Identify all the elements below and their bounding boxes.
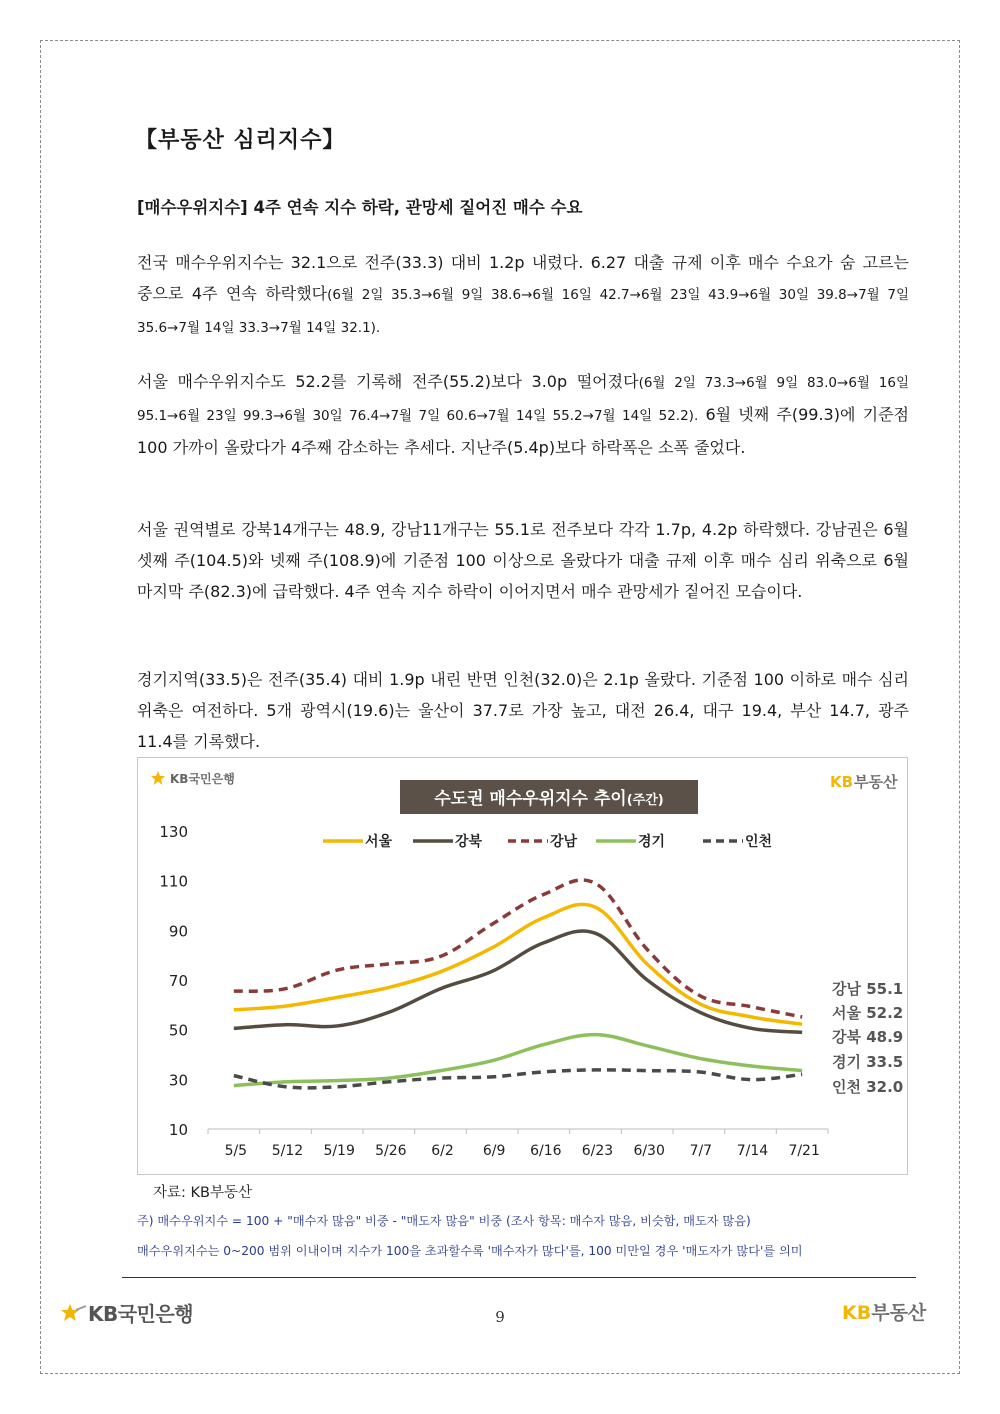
y-tick-label: 30 — [168, 1071, 188, 1090]
legend-label-강남: 강남 — [550, 834, 578, 850]
legend-label-경기: 경기 — [638, 834, 666, 850]
source-note: 자료: KB부동산 — [153, 1185, 252, 1201]
page-number: 9 — [495, 1308, 505, 1326]
footnote-definition: 주) 매수우위지수 = 100 + "매수자 많음" 비중 - "매도자 많음" 비중 (조사 항목: 매수자 많음, 비슷함, 매도자 많음) — [137, 1214, 751, 1228]
chart-canvas — [138, 758, 909, 1176]
chart-axes — [159, 823, 828, 1159]
x-tick-label: 5/12 — [271, 1143, 304, 1159]
y-tick-label: 130 — [159, 823, 188, 841]
x-tick-label: 5/26 — [375, 1143, 407, 1159]
y-tick-label: 50 — [168, 1021, 188, 1040]
footer-brand-kb: KB — [842, 1302, 872, 1324]
chart-title-main: 수도권 매수우위지수 추이 — [434, 789, 627, 809]
footer-brand-rest: 부동산 — [871, 1302, 927, 1324]
series-line-인천 — [234, 1070, 802, 1088]
line-chart — [137, 757, 908, 1175]
chart-bank-logo: KB국민은행 — [170, 772, 235, 786]
y-tick-label: 90 — [168, 922, 188, 941]
x-tick-label: 6/9 — [482, 1143, 506, 1159]
paragraph-national — [137, 247, 909, 344]
legend-label-서울: 서울 — [365, 834, 393, 850]
x-tick-label: 6/16 — [530, 1143, 562, 1159]
chart-brand-rest: 부동산 — [854, 773, 898, 791]
legend-label-인천: 인천 — [745, 834, 773, 850]
end-label-강북: 강북 48.9 — [832, 1028, 904, 1046]
kb-star-icon — [151, 771, 165, 785]
series-line-서울 — [234, 904, 802, 1024]
x-tick-label: 6/30 — [633, 1143, 665, 1159]
x-tick-label: 7/7 — [689, 1143, 713, 1159]
x-tick-label: 6/2 — [431, 1143, 454, 1159]
chart-title-suffix: (주간) — [626, 793, 664, 808]
end-label-인천: 인천 32.0 — [832, 1078, 904, 1096]
chart-brand-kb: KB — [830, 773, 854, 791]
end-label-경기: 경기 33.5 — [832, 1053, 904, 1071]
y-tick-label: 70 — [168, 972, 188, 990]
series-line-경기 — [234, 1035, 802, 1086]
paragraph-seoul-main: 서울 매수우위지수도 52.2를 기록해 전주(55.2)보다 3.0p 떨어졌다 — [137, 372, 639, 391]
x-tick-label: 5/5 — [224, 1143, 248, 1159]
paragraph-seoul-regions: 서울 권역별로 강북14개구는 48.9, 강남11개구는 55.1로 전주보다 각각 1.7p, 4.2p 하락했다. 강남권은 6월 셋째 주(104.5)와 넷째 주(108.9)에 기준점 100 이상으로 올랐다가 대출 규제 이후 매수 심리 위축으로 6월 마지막 주(82.3)에 급락했다. 4주 연속 지수 하락이 이어지면서 매수 관망세가 짙어진 모습이다. — [137, 520, 909, 601]
footnote-range: 매수우위지수는 0~200 범위 이내이며 지수가 100을 초과할수록 '매수자가 많다'를, 100 미만일 경우 '매도자가 많다'를 의미 — [137, 1244, 803, 1258]
chart-end-labels — [832, 980, 903, 1096]
footer-bank-name: KB국민은행 — [88, 1302, 194, 1326]
y-tick-label: 110 — [159, 872, 188, 891]
paragraph-gyeonggi-incheon: 경기지역(33.5)은 전주(35.4) 대비 1.9p 내린 반면 인천(32.0)은 2.1p 올랐다. 기준점 100 이하로 매수 심리 위축은 여전하다. 5개 광역시(19.6)는 울산이 37.7로 가장 높고, 대전 26.4, 대구 19.4, 부산 14.7, 광주 11.4를 기록했다. — [137, 670, 909, 751]
series-line-강남 — [234, 880, 802, 1017]
footer-brand — [842, 1298, 926, 1325]
x-tick-label: 5/19 — [323, 1143, 355, 1159]
section-title: 【부동산 심리지수】 — [135, 128, 346, 153]
paragraph-seoul-trend: 6월 넷째 주(99.3)에 기준점 100 가까이 올랐다가 4주째 감소하는 추세다. 지난주(5.4p)보다 하락폭은 소폭 줄었다. — [137, 405, 909, 457]
end-label-강남: 강남 55.1 — [832, 980, 904, 998]
paragraph-seoul — [137, 366, 909, 463]
paragraph-national-detail: (6월 2일 35.3→6월 9일 38.6→6월 16일 42.7→6월 23일 43.9→6월 30일 39.8→7월 7일 35.6→7월 14일 33.3→7월 14일 32.1). — [137, 287, 910, 336]
paragraph-seoul-detail: (6월 2일 73.3→6월 9일 83.0→6월 16일 95.1→6월 23일 99.3→6월 30일 76.4→7월 7일 60.6→7월 14일 55.2→7월 14일 52.2). — [137, 375, 909, 424]
x-tick-label: 7/14 — [736, 1143, 769, 1159]
chart-legend — [323, 833, 772, 850]
series-line-강북 — [234, 931, 802, 1032]
article-subtitle: [매수우위지수] 4주 연속 지수 하락, 관망세 짙어진 매수 수요 — [137, 198, 583, 217]
x-tick-label: 6/23 — [581, 1143, 614, 1159]
end-label-서울: 서울 52.2 — [832, 1004, 904, 1022]
chart-series — [234, 880, 802, 1088]
x-tick-label: 7/21 — [788, 1143, 820, 1159]
paragraph-national-main: 전국 매수우위지수는 32.1으로 전주(33.3) 대비 1.2p 내렸다. 6.27 대출 규제 이후 매수 수요가 숨 고르는 중으로 4주 연속 하락했다 — [137, 253, 909, 303]
y-tick-label: 10 — [168, 1121, 188, 1139]
footer-divider — [122, 1277, 916, 1278]
legend-label-강북: 강북 — [455, 834, 483, 850]
